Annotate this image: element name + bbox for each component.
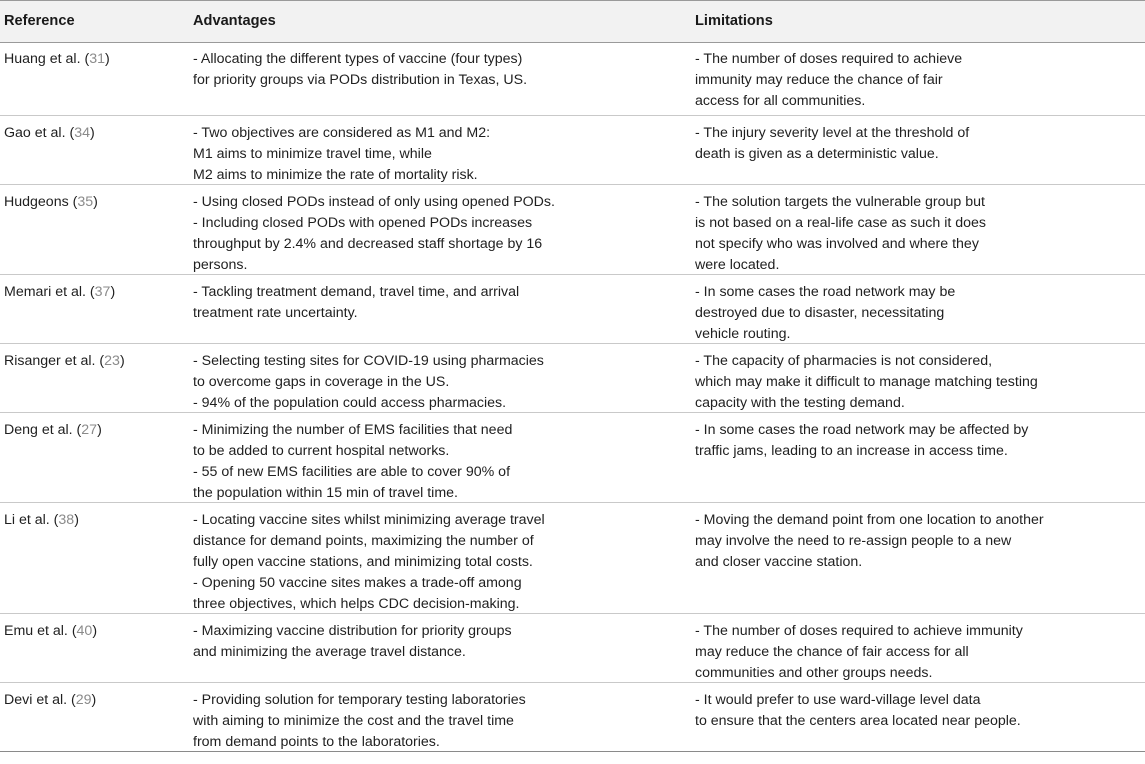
table-row	[0, 614, 1145, 683]
advantage-line: with aiming to minimize the cost and the travel time	[193, 713, 514, 729]
advantage-line: throughput by 2.4% and decreased staff shortage by 16	[193, 236, 543, 252]
reference-author: Emu et al. (	[4, 623, 77, 639]
advantage-line: - Locating vaccine sites whilst minimizing average travel	[193, 512, 545, 528]
advantages-cell	[193, 49, 527, 91]
citation-number: 29	[75, 692, 92, 708]
advantage-line: - Minimizing the number of EMS facilities that need	[193, 422, 513, 438]
advantage-line: - Selecting testing sites for COVID-19 using pharmacies	[193, 353, 544, 369]
citation-close: )	[119, 353, 125, 369]
citation-number: 27	[81, 422, 98, 438]
table-row	[0, 683, 1145, 752]
reference-cell	[4, 510, 79, 531]
advantages-cell	[193, 420, 512, 504]
advantage-line: for priority groups via PODs distribution in Texas, US.	[193, 72, 528, 88]
reference-author: Hudgeons (	[4, 194, 78, 210]
limitation-line: - The number of doses required to achieve immunity	[695, 623, 1023, 639]
limitations-cell	[695, 420, 1028, 462]
reference-cell	[4, 123, 95, 144]
advantage-line: M1 aims to minimize travel time, while	[193, 146, 432, 162]
limitation-line: is not based on a real-life case as such it does	[695, 215, 987, 231]
advantage-line: treatment rate uncertainty.	[193, 305, 358, 321]
advantage-line: - Two objectives are considered as M1 and M2:	[193, 125, 491, 141]
limitation-line: were located.	[695, 257, 780, 273]
citation-number: 34	[74, 125, 90, 141]
limitation-line: - The injury severity level at the threshold of	[695, 125, 970, 141]
reference-author: Li et al. (	[4, 512, 59, 528]
citation-number: 31	[89, 51, 105, 67]
citation-number: 23	[104, 353, 120, 369]
limitation-line: - It would prefer to use ward-village level data	[695, 692, 981, 708]
limitation-line: may reduce the chance of fair access for all	[695, 644, 969, 660]
advantage-line: from demand points to the laboratories.	[193, 734, 440, 750]
limitation-line: - In some cases the road network may be affected by	[695, 422, 1029, 438]
citation-close: )	[91, 692, 97, 708]
limitation-line: - The solution targets the vulnerable group but	[695, 194, 985, 210]
advantage-line: - Allocating the different types of vaccine (four types)	[193, 51, 523, 67]
advantage-line: the population within 15 min of travel time.	[193, 485, 458, 501]
limitations-cell	[695, 510, 1044, 573]
limitation-line: death is given as a deterministic value.	[695, 146, 939, 162]
limitations-cell	[695, 621, 1023, 684]
citation-close: )	[97, 422, 102, 438]
advantages-cell	[193, 192, 555, 276]
limitation-line: may involve the need to re-assign people to a new	[695, 533, 1012, 549]
limitations-cell	[695, 123, 969, 165]
reference-cell	[4, 690, 96, 711]
advantage-line: and minimizing the average travel distance.	[193, 644, 466, 660]
table-row	[0, 503, 1145, 614]
limitation-line: capacity with the testing demand.	[695, 395, 905, 411]
reference-author: Deng et al. (	[4, 422, 82, 438]
citation-number: 40	[76, 623, 93, 639]
limitations-cell	[695, 690, 1021, 732]
reference-cell	[4, 192, 98, 213]
reference-author: Memari et al. (	[4, 284, 95, 300]
advantage-line: - Including closed PODs with opened PODs increases	[193, 215, 533, 231]
citation-close: )	[92, 623, 98, 639]
citation-number: 38	[58, 512, 75, 528]
citation-number: 37	[94, 284, 111, 300]
limitation-line: vehicle routing.	[695, 326, 791, 342]
limitation-line: communities and other groups needs.	[695, 665, 933, 681]
advantage-line: distance for demand points, maximizing the number of	[193, 533, 534, 549]
reference-cell	[4, 621, 97, 642]
limitation-line: - In some cases the road network may be	[695, 284, 956, 300]
reference-cell	[4, 351, 125, 372]
advantages-cell	[193, 351, 544, 414]
limitation-line: to ensure that the centers area located near people.	[695, 713, 1021, 729]
advantage-line: to be added to current hospital networks.	[193, 443, 450, 459]
reference-author: Devi et al. (	[4, 692, 76, 708]
advantage-line: - Maximizing vaccine distribution for priority groups	[193, 623, 512, 639]
advantages-cell	[193, 123, 490, 186]
advantage-line: - Opening 50 vaccine sites makes a trade-off among	[193, 575, 522, 591]
advantage-line: M2 aims to minimize the rate of mortality risk.	[193, 167, 478, 183]
table-header	[0, 0, 1145, 43]
limitation-line: - The capacity of pharmacies is not considered,	[695, 353, 993, 369]
reference-cell	[4, 49, 110, 70]
advantages-cell	[193, 690, 526, 753]
advantage-line: - Providing solution for temporary testing laboratories	[193, 692, 526, 708]
reference-author: Huang et al. (	[4, 51, 90, 67]
limitations-cell	[695, 192, 986, 276]
limitation-line: and closer vaccine station.	[695, 554, 863, 570]
table-row	[0, 413, 1145, 503]
header-reference: Reference	[4, 13, 75, 29]
citation-number: 35	[77, 194, 94, 210]
advantage-line: to overcome gaps in coverage in the US.	[193, 374, 450, 390]
citation-close: )	[110, 284, 116, 300]
table-row	[0, 185, 1145, 275]
reference-cell	[4, 420, 102, 441]
limitation-line: not specify who was involved and where they	[695, 236, 979, 252]
advantage-line: three objectives, which helps CDC decision-making.	[193, 596, 520, 612]
advantage-line: - Using closed PODs instead of only using opened PODs.	[193, 194, 555, 210]
advantage-line: - Tackling treatment demand, travel time, and arrival	[193, 284, 520, 300]
header-advantages: Advantages	[193, 13, 276, 29]
limitation-line: destroyed due to disaster, necessitating	[695, 305, 945, 321]
limitations-cell	[695, 49, 962, 112]
limitation-line: access for all communities.	[695, 93, 866, 109]
advantages-cell	[193, 621, 512, 663]
reference-author: Risanger et al. (	[4, 353, 105, 369]
advantages-cell	[193, 282, 519, 324]
reference-cell	[4, 282, 115, 303]
limitation-line: - Moving the demand point from one location to another	[695, 512, 1044, 528]
limitation-line: traffic jams, leading to an increase in access time.	[695, 443, 1008, 459]
header-limitations: Limitations	[695, 13, 773, 29]
citation-close: )	[104, 51, 110, 67]
citation-close: )	[74, 512, 79, 528]
limitation-line: which may make it difficult to manage matching testing	[695, 374, 1038, 390]
advantage-line: persons.	[193, 257, 248, 273]
table-row	[0, 344, 1145, 413]
advantages-cell	[193, 510, 545, 615]
limitations-cell	[695, 351, 1038, 414]
table-row	[0, 42, 1145, 116]
table-row	[0, 275, 1145, 344]
advantage-line: fully open vaccine stations, and minimizing total costs.	[193, 554, 533, 570]
limitations-cell	[695, 282, 955, 345]
advantage-line: - 94% of the population could access pharmacies.	[193, 395, 507, 411]
advantage-line: - 55 of new EMS facilities are able to cover 90% of	[193, 464, 511, 480]
limitation-line: - The number of doses required to achieve	[695, 51, 963, 67]
limitation-line: immunity may reduce the chance of fair	[695, 72, 943, 88]
citation-close: )	[89, 125, 95, 141]
table-row	[0, 116, 1145, 185]
reference-author: Gao et al. (	[4, 125, 75, 141]
citation-close: )	[93, 194, 98, 210]
